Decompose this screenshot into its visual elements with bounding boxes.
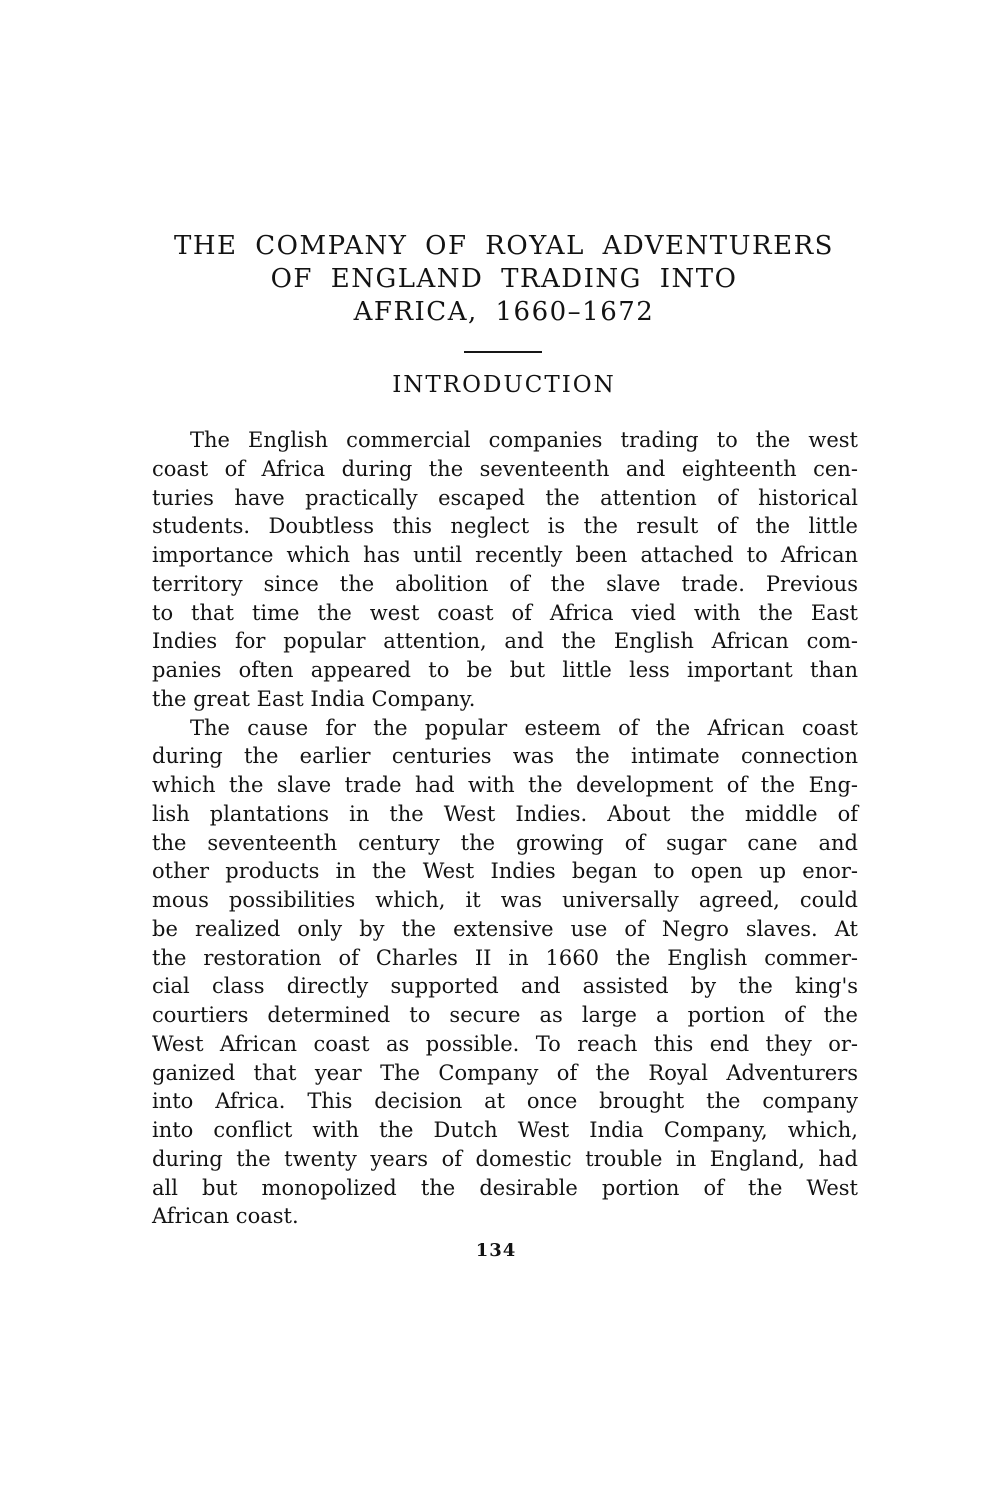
paragraph-2 (152, 714, 858, 1232)
text-line: into conflict with the Dutch West India Company, which, (152, 1118, 858, 1142)
text-line: ganized that year The Company of the Royal Adventurers (152, 1060, 858, 1085)
text-line: which the slave trade had with the development of the Eng- (152, 773, 858, 797)
text-line: during the earlier centuries was the intimate connection (152, 744, 858, 769)
text-line: Indies for popular attention, and the English African com- (152, 629, 858, 654)
text-line: importance which has until recently been attached to African (152, 543, 858, 567)
text-line: OF ENGLAND TRADING INTO (270, 264, 738, 294)
text-line: all but monopolized the desirable portion of the West (152, 1175, 858, 1200)
section-heading: INTRODUCTION (392, 372, 616, 398)
text-line: African coast. (152, 1204, 299, 1229)
text-line: The cause for the popular esteem of the African coast (190, 715, 858, 740)
text-line: the restoration of Charles II in 1660 the English commer- (152, 945, 858, 970)
page-number: 134 (475, 1240, 517, 1261)
page-title (150, 230, 858, 329)
text-line: the seventeenth century the growing of sugar cane and (152, 830, 858, 855)
paragraph-1 (152, 426, 858, 714)
text-line: courtiers determined to secure as large a portion of the (152, 1003, 858, 1027)
text-line: AFRICA, 1660–1672 (353, 297, 655, 327)
text-line: turies have practically escaped the attention of historical (152, 485, 858, 510)
text-line: to that time the west coast of Africa vied with the East (152, 600, 858, 625)
text-line: lish plantations in the West Indies. About the middle of (152, 801, 858, 826)
body-text (152, 426, 858, 1231)
text-line: other products in the West Indies began to open up enor- (152, 859, 858, 884)
text-line: the great East India Company. (152, 686, 476, 711)
text-line: cial class directly supported and assisted by the king's (152, 974, 858, 999)
text-line: The English commercial companies trading to the west (190, 428, 858, 452)
text-line: territory since the abolition of the slave trade. Previous (152, 571, 858, 596)
text-line: be realized only by the extensive use of Negro slaves. At (152, 916, 858, 941)
text-line: during the twenty years of domestic trouble in England, had (152, 1146, 858, 1171)
text-line: panies often appeared to be but little less important than (152, 658, 858, 682)
text-line: into Africa. This decision at once brought the company (152, 1089, 858, 1114)
text-line: coast of Africa during the seventeenth and eighteenth cen- (152, 456, 858, 481)
text-line: students. Doubtless this neglect is the result of the little (152, 514, 858, 539)
divider-rule (464, 351, 542, 353)
text-line: West African coast as possible. To reach this end they or- (152, 1031, 858, 1056)
text-line: THE COMPANY OF ROYAL ADVENTURERS (174, 231, 834, 261)
text-line: mous possibilities which, it was universally agreed, could (152, 888, 858, 912)
